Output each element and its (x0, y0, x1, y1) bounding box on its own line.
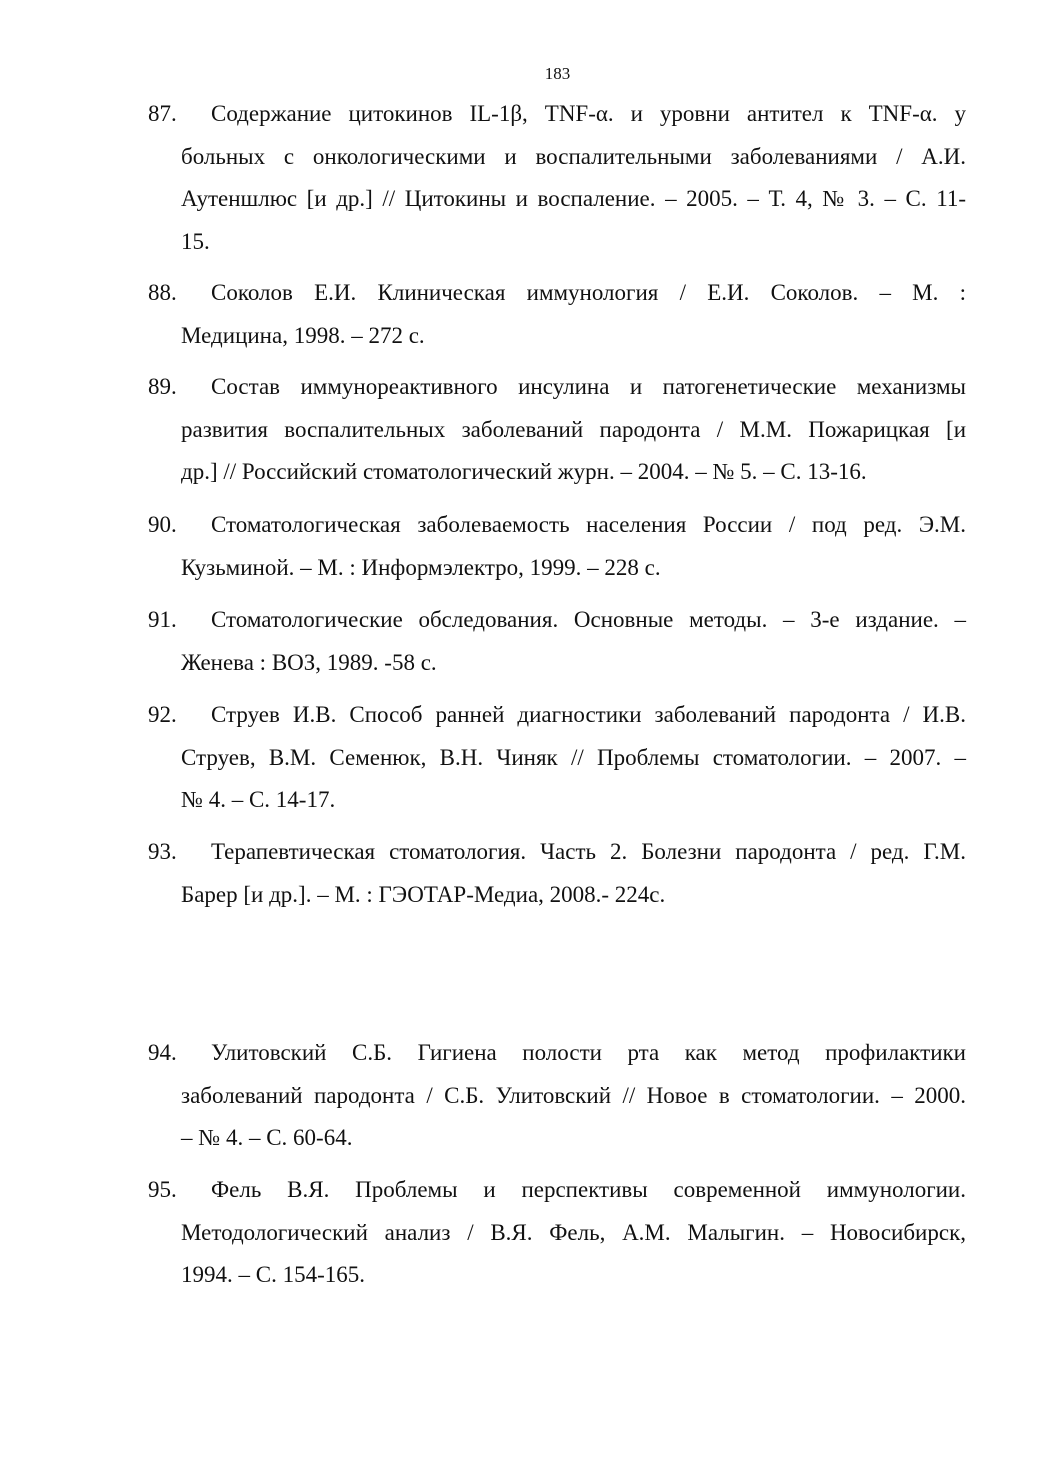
reference-text-line: Улитовский С.Б. Гигиена полости рта как метод профилактики (211, 1040, 966, 1065)
reference-item-94 (148, 1032, 966, 1160)
reference-number: 87. (148, 101, 177, 126)
reference-text-line: Женева : ВОЗ, 1989. -58 с. (181, 649, 437, 675)
reference-text-line: Стоматологическая заболеваемость населения России / под ред. Э.М. (211, 512, 966, 537)
reference-text-line: № 4. – С. 14-17. (181, 787, 336, 812)
reference-item-93 (148, 831, 966, 916)
reference-item-95 (148, 1169, 966, 1297)
reference-text-line: – № 4. – С. 60-64. (181, 1125, 353, 1150)
reference-text-line: Струев И.В. Способ ранней диагностики заболеваний пародонта / И.В. (211, 702, 966, 727)
reference-number: 89. (148, 374, 177, 399)
reference-text-line: 1994. – С. 154-165. (181, 1262, 365, 1287)
reference-text-line: больных с онкологическими и воспалительными заболеваниями / А.И. (181, 143, 966, 169)
reference-number: 94. (148, 1040, 177, 1065)
reference-item-92 (148, 694, 966, 822)
reference-number: 88. (148, 280, 177, 305)
reference-item-87 (148, 93, 966, 263)
reference-text-line: Фель В.Я. Проблемы и перспективы современной иммунологии. (211, 1177, 966, 1202)
reference-text-line: др.] // Российский стоматологический журн. – 2004. – № 5. – С. 13-16. (181, 459, 867, 484)
reference-text-line: заболеваний пародонта / С.Б. Улитовский // Новое в стоматологии. – 2000. (181, 1082, 966, 1108)
reference-number: 90. (148, 512, 177, 537)
reference-text-line: Состав иммунореактивного инсулина и патогенетические механизмы (211, 374, 966, 399)
reference-item-91 (148, 599, 966, 684)
reference-number: 95. (148, 1177, 177, 1202)
reference-text-line: Стоматологические обследования. Основные методы. – 3-е издание. – (211, 607, 966, 632)
reference-text-line: 15. (181, 228, 210, 254)
reference-text-line: Кузьминой. – М. : Информэлектро, 1999. – 228 с. (181, 554, 661, 580)
reference-text-line: Медицина, 1998. – 272 с. (181, 322, 425, 348)
reference-text-line: Соколов Е.И. Клиническая иммунология / Е.И. Соколов. – М. : (211, 280, 966, 305)
reference-item-88 (148, 272, 966, 357)
reference-item-90 (148, 504, 966, 589)
reference-number: 92. (148, 702, 177, 727)
reference-number: 93. (148, 839, 177, 864)
reference-text-line: Аутеншлюс [и др.] // Цитокины и воспаление. – 2005. – Т. 4, № 3. – С. 11- (181, 186, 966, 211)
reference-text-line: Методологический анализ / В.Я. Фель, А.М. Малыгин. – Новосибирск, (181, 1219, 966, 1245)
reference-text-line: Содержание цитокинов IL-1β, TNF-α. и уровни антител к TNF-α. у (211, 101, 966, 126)
reference-text-line: Терапевтическая стоматология. Часть 2. Болезни пародонта / ред. Г.М. (211, 839, 966, 864)
reference-text-line: развития воспалительных заболеваний пародонта / М.М. Пожарицкая [и (181, 416, 966, 442)
reference-text-line: Струев, В.М. Семенюк, В.Н. Чиняк // Проблемы стоматологии. – 2007. – (181, 744, 966, 770)
reference-number: 91. (148, 607, 177, 632)
reference-text-line: Барер [и др.]. – М. : ГЭОТАР-Медиа, 2008.- 224с. (181, 881, 666, 907)
page-number: 183 (544, 64, 571, 83)
reference-item-89 (148, 366, 966, 494)
